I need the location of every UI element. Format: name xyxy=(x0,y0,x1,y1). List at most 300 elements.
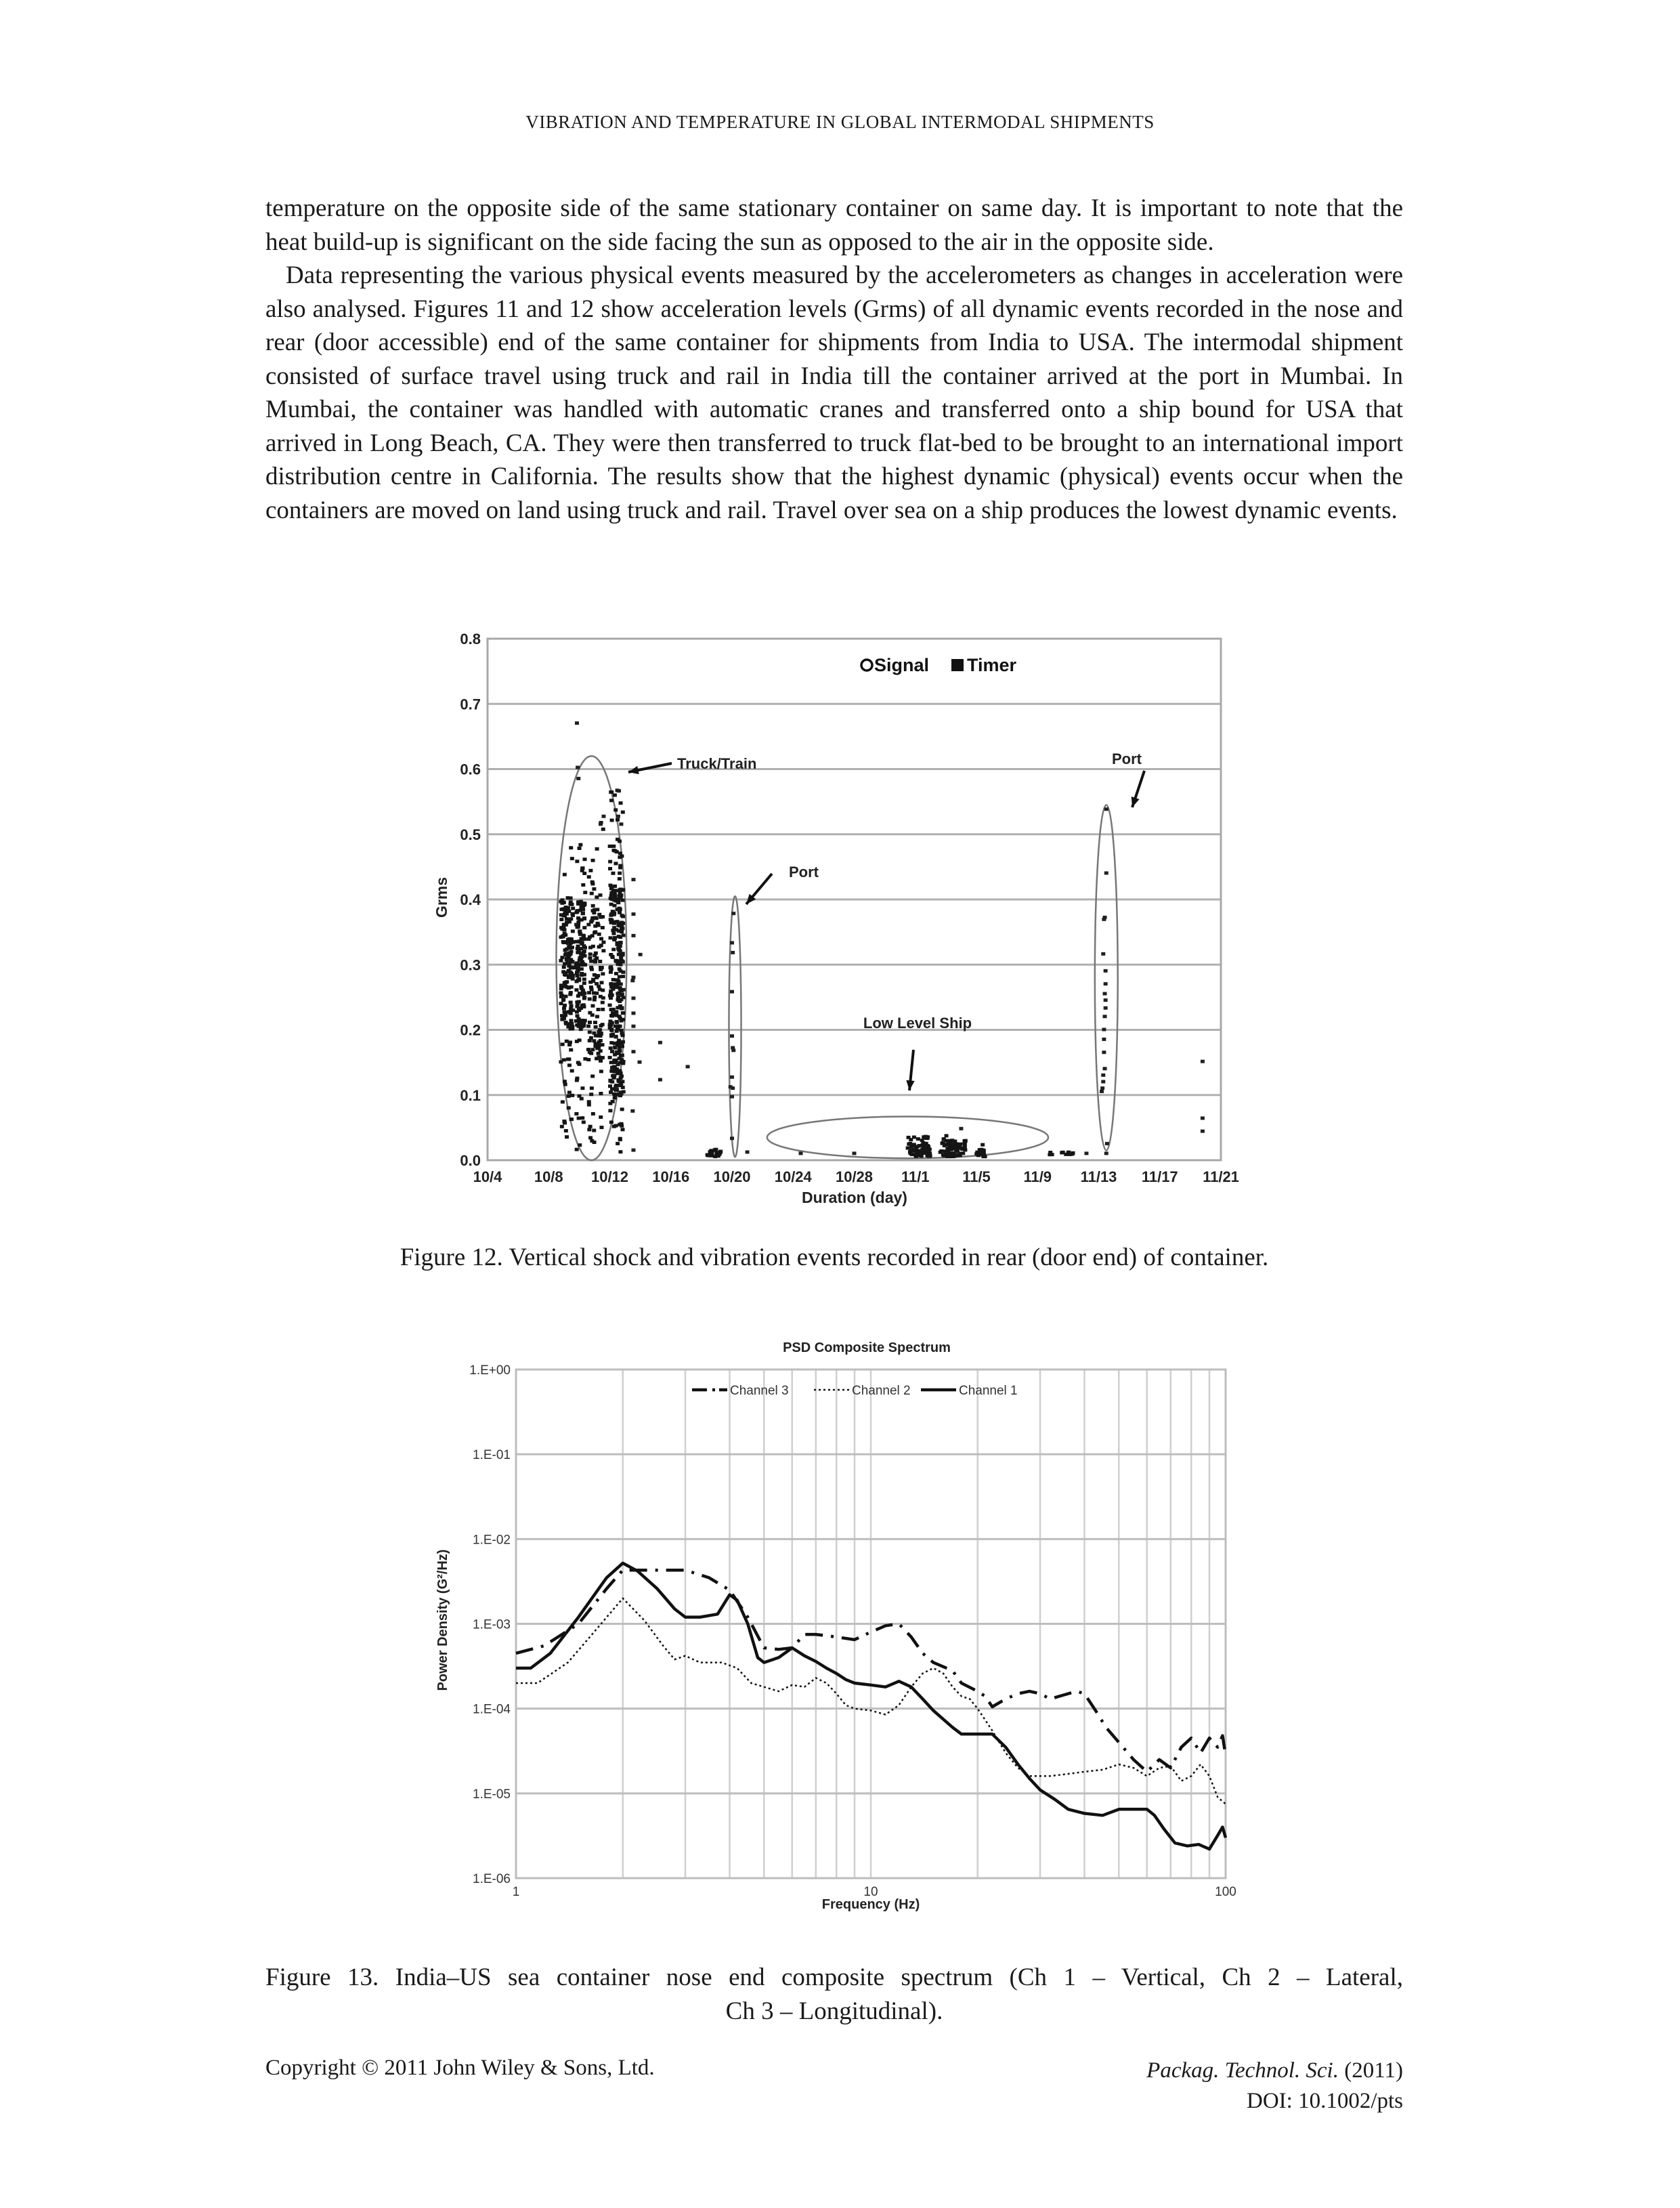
data-point xyxy=(581,990,585,994)
data-point xyxy=(567,1057,571,1061)
data-point xyxy=(618,864,622,868)
data-point xyxy=(601,926,605,929)
data-point xyxy=(571,929,575,933)
data-point xyxy=(568,1023,572,1026)
gridlines xyxy=(516,1370,1226,1878)
data-point xyxy=(614,1010,618,1013)
data-point xyxy=(608,1109,612,1112)
data-point xyxy=(588,981,593,984)
data-point xyxy=(586,1058,590,1061)
data-point xyxy=(621,1040,625,1044)
data-point xyxy=(601,1001,605,1004)
data-point xyxy=(619,822,623,826)
y-tick-label: 0.3 xyxy=(460,956,481,974)
data-point xyxy=(576,766,580,769)
data-point xyxy=(575,910,579,914)
y-tick-label: 1.E-05 xyxy=(473,1787,511,1802)
data-point xyxy=(575,940,579,943)
data-point xyxy=(615,1088,619,1092)
data-point xyxy=(658,1078,662,1082)
data-point xyxy=(617,789,621,792)
data-point xyxy=(571,907,575,910)
data-point xyxy=(601,941,605,944)
data-point xyxy=(631,912,635,916)
data-point xyxy=(580,937,584,940)
data-point xyxy=(616,900,620,904)
data-point xyxy=(569,985,574,989)
data-point xyxy=(576,969,580,973)
paragraph: Data representing the various physical events measured by the accelerometers as changes in acceleration were also analysed. Figures 11 and 12 show acceleration levels (Grms) of all dynamic events recorded in the nose and rear (door accessible) end of the same container for shipments from India to USA. The intermodal shipment consisted of surface travel using truck and rail in India till the container arrived at the port in Mumbai. In Mumbai, the container was handled with automatic cranes and transferred onto a ship bound for USA that arrived in Long Beach, CA. They were then transferred to truck flat-bed to be brought to an international import distribution centre in California. The results show that the highest dynamic (physical) events occur when the containers are moved on land using truck and rail. Travel over sea on a ship produces the lowest dynamic events. xyxy=(265,261,1403,524)
data-point xyxy=(943,1144,947,1147)
data-point xyxy=(567,937,572,941)
data-point xyxy=(1102,918,1106,921)
data-point xyxy=(1201,1060,1205,1063)
data-point xyxy=(591,1112,595,1116)
data-point xyxy=(563,1004,567,1007)
data-point xyxy=(580,1116,584,1120)
annotations xyxy=(628,750,1144,1090)
data-point xyxy=(730,1095,734,1099)
data-point xyxy=(569,1118,574,1121)
data-point xyxy=(620,1032,624,1036)
y-tick-label: 0.7 xyxy=(460,696,481,713)
data-point xyxy=(609,920,613,924)
data-point xyxy=(631,996,635,1000)
data-point xyxy=(599,1116,603,1119)
y-tick-label: 1.E-03 xyxy=(473,1617,511,1632)
data-point xyxy=(580,1086,584,1090)
data-point xyxy=(947,1153,951,1156)
data-point xyxy=(575,721,579,725)
data-point xyxy=(575,1040,579,1043)
data-point xyxy=(599,822,603,826)
data-point xyxy=(614,1124,618,1128)
data-point xyxy=(618,855,622,859)
data-point xyxy=(1104,872,1108,875)
data-point xyxy=(923,1151,927,1155)
data-point xyxy=(599,1059,603,1063)
data-point xyxy=(611,845,616,848)
y-tick-label: 1.E-04 xyxy=(473,1702,511,1717)
data-point xyxy=(1100,1090,1104,1093)
data-point xyxy=(613,904,617,907)
data-point xyxy=(590,1086,594,1090)
y-tick-label: 0.6 xyxy=(460,761,481,778)
data-point xyxy=(569,1019,573,1022)
data-point xyxy=(564,995,568,998)
data-point xyxy=(621,1011,625,1015)
data-point xyxy=(1201,1116,1205,1120)
data-point xyxy=(601,815,605,818)
data-point xyxy=(617,1039,621,1042)
paragraph: temperature on the opposite side of the same stationary container on same day. It is important to note that the heat build-up is significant on the side facing the sun as opposed to the air in the opposite side. xyxy=(265,194,1403,256)
y-tick-label: 1.E+00 xyxy=(469,1363,511,1378)
data-point xyxy=(594,1042,598,1046)
data-point xyxy=(920,1154,924,1158)
copyright: Copyright © 2011 John Wiley & Sons, Ltd. xyxy=(265,2056,655,2080)
y-tick-label: 1.E-06 xyxy=(473,1872,511,1886)
data-point xyxy=(589,966,593,969)
data-point xyxy=(588,1136,593,1139)
data-point xyxy=(571,1009,575,1012)
data-point xyxy=(730,1076,734,1079)
x-tick-label: 1 xyxy=(512,1885,520,1899)
data-point xyxy=(562,965,566,969)
data-point xyxy=(609,1090,613,1094)
data-point xyxy=(613,793,617,797)
x-tick-labels xyxy=(473,1168,1239,1185)
data-point xyxy=(576,925,580,929)
data-point xyxy=(566,896,570,899)
data-point xyxy=(718,1151,723,1154)
data-point xyxy=(592,992,596,995)
data-point xyxy=(588,1030,592,1034)
data-point xyxy=(578,843,582,847)
data-point xyxy=(569,1004,574,1008)
data-point xyxy=(581,883,585,887)
data-point xyxy=(958,1153,962,1157)
data-point xyxy=(601,1008,605,1011)
figure-12-scatter-chart xyxy=(420,616,1253,1212)
data-point xyxy=(613,936,617,939)
data-point xyxy=(564,1022,568,1025)
data-point xyxy=(616,815,620,818)
data-point xyxy=(576,916,580,920)
data-point xyxy=(588,1021,592,1024)
data-point xyxy=(1084,1151,1088,1155)
data-point xyxy=(564,906,568,909)
data-point xyxy=(582,981,586,985)
data-point xyxy=(569,941,573,945)
data-point xyxy=(853,1151,857,1155)
data-point xyxy=(631,976,635,979)
data-point xyxy=(909,1149,913,1152)
data-point xyxy=(579,985,583,988)
data-point xyxy=(621,811,625,814)
data-point xyxy=(568,1040,572,1044)
data-point xyxy=(618,1015,622,1018)
data-point xyxy=(601,828,605,831)
y-tick-label: 0.1 xyxy=(460,1086,481,1104)
data-point xyxy=(599,1039,603,1042)
data-point xyxy=(579,1027,583,1031)
data-point xyxy=(620,960,624,964)
data-point xyxy=(612,1070,616,1074)
data-point xyxy=(577,1063,581,1066)
data-point xyxy=(588,946,593,949)
data-point xyxy=(619,801,623,805)
data-point xyxy=(582,1024,586,1027)
legend-timer-marker xyxy=(951,659,964,671)
data-point xyxy=(951,1142,955,1145)
data-point xyxy=(1201,1130,1205,1133)
data-point xyxy=(622,1060,626,1063)
data-point xyxy=(1103,1067,1107,1070)
data-point xyxy=(574,1112,578,1116)
data-point xyxy=(1102,1050,1106,1054)
y-tick-labels xyxy=(460,631,481,1169)
data-point xyxy=(569,1000,573,1004)
data-point xyxy=(609,1046,613,1050)
data-point xyxy=(577,1017,581,1021)
data-point xyxy=(731,1086,735,1090)
x-axis-label: Frequency (Hz) xyxy=(821,1897,920,1912)
data-point xyxy=(591,909,595,912)
data-point xyxy=(613,1025,618,1028)
data-point xyxy=(588,952,593,956)
data-point xyxy=(730,941,734,944)
annotation-label: Low Level Ship xyxy=(863,1015,972,1032)
data-point xyxy=(565,1135,569,1139)
data-point xyxy=(571,977,575,981)
data-point xyxy=(611,948,616,951)
data-point xyxy=(910,1153,914,1156)
data-point xyxy=(958,1147,962,1150)
data-point xyxy=(942,1137,946,1141)
data-point xyxy=(621,888,625,891)
data-point xyxy=(578,992,582,996)
data-point xyxy=(630,1109,634,1113)
data-point xyxy=(616,1078,620,1082)
data-point xyxy=(621,1128,625,1131)
y-tick-label: 0.4 xyxy=(460,891,481,908)
data-point xyxy=(560,1125,564,1128)
data-point xyxy=(587,991,591,994)
data-point xyxy=(592,887,596,891)
data-point xyxy=(620,1107,624,1111)
data-point xyxy=(631,1011,635,1015)
data-point xyxy=(590,1013,595,1017)
data-point xyxy=(619,941,623,944)
data-point xyxy=(559,995,563,998)
data-point xyxy=(618,969,622,973)
data-point xyxy=(593,998,597,1002)
data-point xyxy=(658,1041,662,1044)
figure-13-caption-line2: Ch 3 – Longitudinal). xyxy=(725,1997,943,2025)
data-point xyxy=(571,966,575,969)
data-point xyxy=(559,1002,563,1005)
data-point xyxy=(569,1048,573,1052)
data-point xyxy=(578,929,582,933)
data-point xyxy=(612,926,616,929)
annotation-ellipses xyxy=(557,756,1118,1160)
figure-13-caption xyxy=(265,1961,1403,2028)
legend-signal-marker xyxy=(861,660,872,671)
data-point xyxy=(617,998,621,1002)
data-point xyxy=(576,1014,580,1017)
data-point xyxy=(618,872,622,875)
data-point xyxy=(609,953,613,956)
data-point xyxy=(559,918,563,921)
data-point xyxy=(1102,1028,1106,1032)
data-point xyxy=(613,959,618,962)
data-point xyxy=(617,929,621,933)
data-point xyxy=(1100,1086,1104,1090)
data-point xyxy=(621,915,625,918)
data-point xyxy=(912,1143,916,1146)
data-point xyxy=(559,959,563,962)
running-head: VIBRATION AND TEMPERATURE IN GLOBAL INTERMODAL SHIPMENTS xyxy=(525,112,1155,132)
data-point xyxy=(582,951,586,954)
data-point xyxy=(618,840,622,843)
data-point xyxy=(612,913,616,916)
data-point xyxy=(926,1149,930,1152)
data-point xyxy=(563,1013,567,1017)
data-point xyxy=(609,1120,613,1124)
legend-timer-label: Timer xyxy=(967,655,1017,675)
data-point xyxy=(590,1139,594,1143)
data-point xyxy=(591,904,595,908)
data-point xyxy=(922,1146,926,1149)
data-point xyxy=(613,1042,617,1045)
data-point xyxy=(563,1083,567,1086)
data-point xyxy=(569,846,573,849)
data-point xyxy=(599,981,603,984)
data-point xyxy=(575,1000,579,1004)
data-point xyxy=(601,972,605,975)
data-point xyxy=(608,1026,612,1029)
data-point xyxy=(610,1080,614,1084)
data-point xyxy=(580,967,584,971)
figure-13-psd-chart xyxy=(420,1328,1253,1924)
data-point xyxy=(615,1020,619,1023)
data-point xyxy=(631,934,635,937)
x-tick-label: 11/17 xyxy=(1141,1168,1178,1185)
data-point xyxy=(598,960,602,963)
data-point xyxy=(1061,1151,1065,1154)
data-point xyxy=(593,958,597,962)
data-point xyxy=(598,988,602,991)
data-point xyxy=(592,1128,596,1132)
x-tick-label: 11/13 xyxy=(1080,1168,1117,1185)
data-point xyxy=(583,946,587,950)
data-point xyxy=(983,1155,987,1158)
figure-12-caption: Figure 12. Vertical shock and vibration events recorded in rear (door end) of container. xyxy=(400,1244,1269,1271)
arrowhead xyxy=(1132,797,1140,807)
data-point xyxy=(575,1004,579,1008)
data-point xyxy=(593,925,597,928)
data-point xyxy=(608,1004,612,1007)
data-point xyxy=(567,1106,571,1109)
data-point xyxy=(559,913,563,916)
data-point xyxy=(620,927,624,930)
data-point xyxy=(591,859,595,862)
data-point xyxy=(609,936,613,939)
body-text xyxy=(265,192,1403,527)
data-point xyxy=(611,872,615,875)
data-point xyxy=(570,946,574,949)
data-point xyxy=(595,1057,599,1060)
data-point xyxy=(730,1137,734,1140)
data-point xyxy=(575,859,579,863)
data-point xyxy=(618,1150,622,1153)
data-point xyxy=(631,1025,635,1028)
data-point xyxy=(595,1046,599,1050)
data-point xyxy=(564,981,568,984)
data-point xyxy=(587,875,591,878)
y-tick-labels xyxy=(469,1363,511,1886)
data-point xyxy=(590,988,594,991)
data-point xyxy=(599,1092,603,1095)
data-point xyxy=(616,996,620,999)
data-point xyxy=(608,845,612,848)
data-point xyxy=(595,895,599,899)
data-point xyxy=(686,1065,690,1068)
data-point xyxy=(730,1034,734,1038)
data-point xyxy=(567,1063,572,1067)
journal-citation xyxy=(1146,2056,1403,2117)
data-point xyxy=(569,950,573,953)
data-point xyxy=(618,1138,622,1141)
data-point xyxy=(597,1030,601,1034)
data-point xyxy=(1103,1015,1107,1018)
data-point xyxy=(593,931,597,935)
data-point xyxy=(562,1006,566,1010)
chart-title: PSD Composite Spectrum xyxy=(783,1340,951,1355)
data-point xyxy=(611,1074,615,1078)
data-point xyxy=(561,1042,565,1046)
data-point xyxy=(639,953,643,956)
data-point xyxy=(611,932,616,935)
data-point xyxy=(576,777,580,780)
x-tick-label: 10/12 xyxy=(590,1168,629,1185)
data-point xyxy=(631,878,635,881)
data-point xyxy=(560,898,564,901)
data-point xyxy=(579,947,583,950)
data-point xyxy=(608,1056,612,1059)
y-tick-label: 1.E-01 xyxy=(473,1448,511,1463)
data-point xyxy=(1102,1038,1106,1041)
data-point xyxy=(563,1121,567,1124)
data-point xyxy=(578,1022,582,1025)
data-point xyxy=(618,1049,622,1053)
data-point xyxy=(565,948,569,951)
data-point xyxy=(615,1092,619,1096)
data-point xyxy=(618,1004,622,1008)
data-point xyxy=(609,790,613,794)
data-point xyxy=(568,971,572,974)
data-point xyxy=(619,989,623,992)
data-point xyxy=(599,1024,603,1027)
data-point xyxy=(594,1025,598,1029)
data-point xyxy=(582,996,586,999)
data-point xyxy=(567,918,572,922)
data-point xyxy=(560,1014,564,1017)
data-point xyxy=(731,1048,735,1052)
data-point xyxy=(580,941,584,944)
data-point xyxy=(616,818,620,822)
data-point xyxy=(590,1074,595,1078)
data-point xyxy=(945,1134,949,1137)
data-point xyxy=(563,873,567,876)
journal-year: (2011) xyxy=(1344,2058,1403,2083)
data-point xyxy=(620,1029,624,1032)
data-point xyxy=(609,965,613,969)
data-point xyxy=(730,990,734,994)
data-point xyxy=(618,908,622,912)
data-point xyxy=(618,877,622,880)
data-point xyxy=(963,1140,967,1143)
data-point xyxy=(570,857,574,860)
data-point xyxy=(621,1018,625,1021)
x-tick-label: 11/5 xyxy=(962,1168,991,1185)
data-point xyxy=(631,1149,635,1152)
data-point xyxy=(587,1100,591,1103)
y-tick-label: 0.2 xyxy=(460,1021,481,1039)
x-tick-label: 10 xyxy=(863,1885,878,1899)
data-point xyxy=(614,862,618,865)
data-point xyxy=(582,1120,586,1124)
